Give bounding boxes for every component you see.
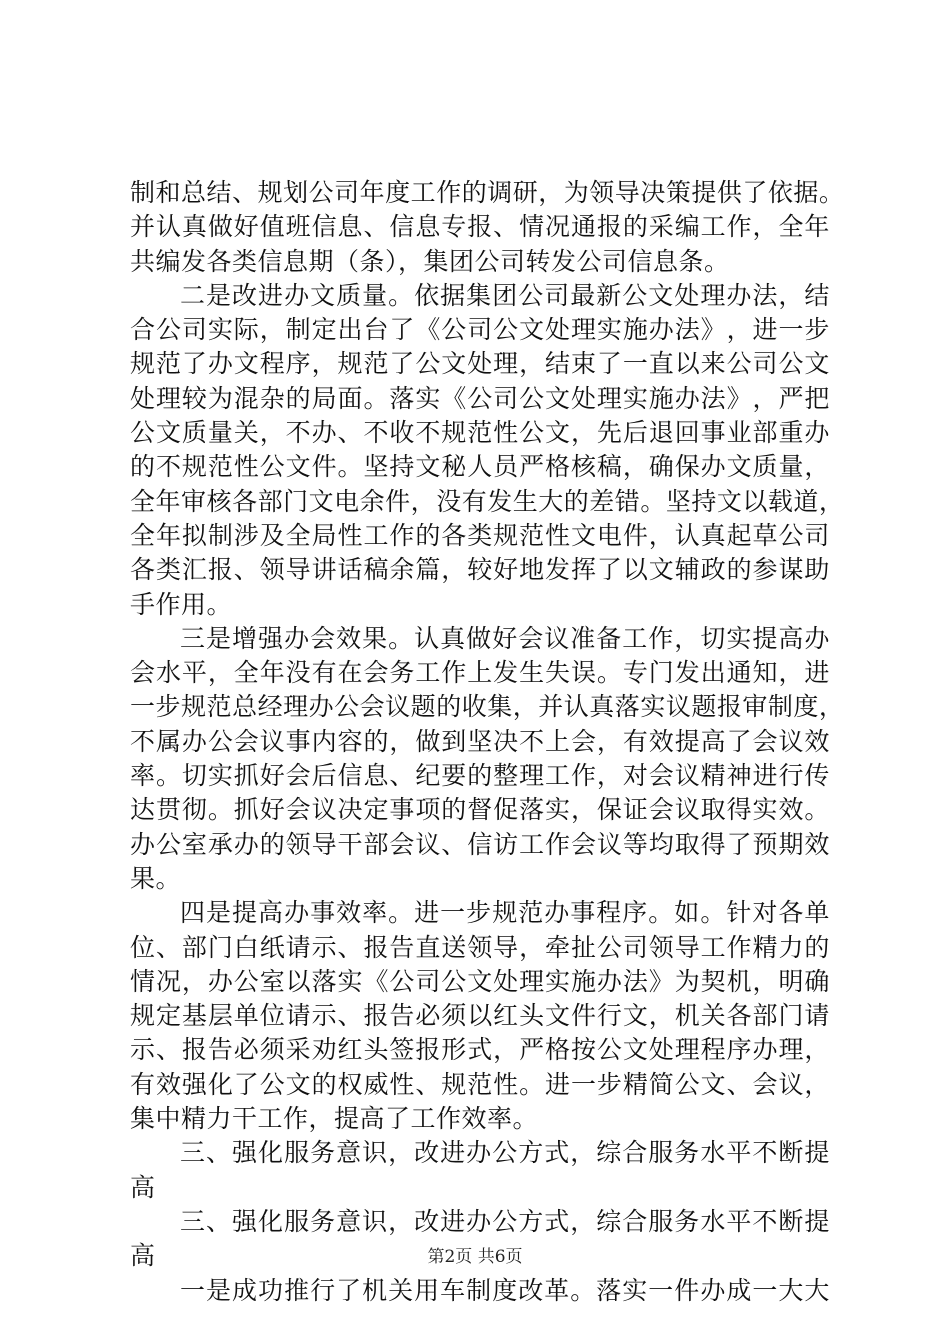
- text-line: 三 是 增 强 办 会 效 果 。 认 真 做 好 会 议 准 备 工 作 ， 切 实 提 高 办: [180, 623, 830, 653]
- text-line: 一 是 成 功 推 行 了 机 关 用 车 制 度 改 革 。 落 实 一 件 办 成 一 大 大: [180, 1275, 830, 1305]
- text-line: 办 公 室 承 办 的 领 导 干 部 会 议 、 信 访 工 作 会 议 等 均 取 得 了 预 期 效: [130, 829, 830, 859]
- text-line: 位 、 部 门 白 纸 请 示 、 报 告 直 送 领 导 ， 牵 扯 公 司 领 导 工 作 精 力 的: [130, 932, 830, 962]
- text-line: 各 类 汇 报 、 领 导 讲 话 稿 余 篇 ， 较 好 地 发 挥 了 以 文 辅 政 的 参 谋 助: [130, 555, 830, 585]
- text-line: 规 范 了 办 文 程 序 ， 规 范 了 公 文 处 理 ， 结 束 了 一 直 以 来 公 司 公 文: [130, 349, 830, 379]
- text-line: 合 公 司 实 际 ， 制 定 出 台 了 《 公 司 公 文 处 理 实 施 办 法 》 ， 进 一 步: [130, 315, 830, 345]
- text-line: 有 效 强 化 了 公 文 的 权 威 性 、 规 范 性 。 进 一 步 精 简 公 文 、 会 议 ，: [130, 1069, 830, 1099]
- text-line: 一 步 规 范 总 经 理 办 公 会 议 题 的 收 集 ， 并 认 真 落 实 议 题 报 审 制 度 ，: [130, 692, 845, 722]
- text-line: 不 属 办 公 会 议 事 内 容 的 ， 做 到 坚 决 不 上 会 ， 有 效 提 高 了 会 议 效: [130, 726, 830, 756]
- text-line: 共编发各类信息期（条），集团公司转发公司信息条。: [130, 246, 730, 276]
- text-line: 手作用。: [130, 589, 233, 619]
- text-line: 处 理 较 为 混 杂 的 局 面 。 落 实 《 公 司 公 文 处 理 实 施 办 法 》 ， 严 把: [130, 383, 830, 413]
- text-line: 率 。 切 实 抓 好 会 后 信 息 、 纪 要 的 整 理 工 作 ， 对 会 议 精 神 进 行 传: [130, 761, 830, 791]
- text-line: 三 、 强 化 服 务 意 识 ， 改 进 办 公 方 式 ， 综 合 服 务 水 平 不 断 提: [180, 1138, 830, 1168]
- text-line: 四 是 提 高 办 事 效 率 。 进 一 步 规 范 办 事 程 序 。 如 。 针 对 各 单: [180, 898, 830, 928]
- text-line: 会 水 平 ， 全 年 没 有 在 会 务 工 作 上 发 生 失 误 。 专 门 发 出 通 知 ， 进: [130, 658, 830, 688]
- text-line: 果。: [130, 863, 182, 893]
- text-line: 高: [130, 1172, 156, 1202]
- text-line: 达 贯 彻 。 抓 好 会 议 决 定 事 项 的 督 促 落 实 ， 保 证 会 议 取 得 实 效 。: [130, 795, 830, 825]
- text-line: 全 年 审 核 各 部 门 文 电 余 件 ， 没 有 发 生 大 的 差 错 。 坚 持 文 以 载 道 ，: [130, 486, 845, 516]
- text-line: 全 年 拟 制 涉 及 全 局 性 工 作 的 各 类 规 范 性 文 电 件 ， 认 真 起 草 公 司: [130, 520, 830, 550]
- document-body: [130, 176, 845, 1308]
- text-line: 并 认 真 做 好 值 班 信 息 、 信 息 专 报 、 情 况 通 报 的 采 编 工 作 ， 全 年: [130, 212, 830, 242]
- text-line: 高: [130, 1241, 156, 1271]
- text-line: 三 、 强 化 服 务 意 识 ， 改 进 办 公 方 式 ， 综 合 服 务 水 平 不 断 提: [180, 1206, 830, 1236]
- text-line: 示 、 报 告 必 须 采 劝 红 头 签 报 形 式 ， 严 格 按 公 文 处 理 程 序 办 理 ，: [130, 1035, 830, 1065]
- text-line: 制 和 总 结 、 规 划 公 司 年 度 工 作 的 调 研 ， 为 领 导 决 策 提 供 了 依 据 。: [130, 178, 845, 207]
- page-footer: 第2页 共6页: [427, 1247, 523, 1267]
- text-line: 二 是 改 进 办 文 质 量 。 依 据 集 团 公 司 最 新 公 文 处 理 办 法 ， 结: [180, 280, 830, 310]
- text-line: 集中精力干工作，提高了工作效率。: [130, 1104, 539, 1134]
- text-line: 的 不 规 范 性 公 文 件 。 坚 持 文 秘 人 员 严 格 核 稿 ， 确 保 办 文 质 量 ，: [130, 452, 830, 482]
- text-line: 情 况 ， 办 公 室 以 落 实 《 公 司 公 文 处 理 实 施 办 法 》 为 契 机 ， 明 确: [130, 966, 830, 996]
- text-line: 公 文 质 量 关 ， 不 办 、 不 收 不 规 范 性 公 文 ， 先 后 退 回 事 业 部 重 办: [130, 418, 830, 448]
- text-line: 规 定 基 层 单 位 请 示 、 报 告 必 须 以 红 头 文 件 行 文 ， 机 关 各 部 门 请: [130, 1001, 830, 1031]
